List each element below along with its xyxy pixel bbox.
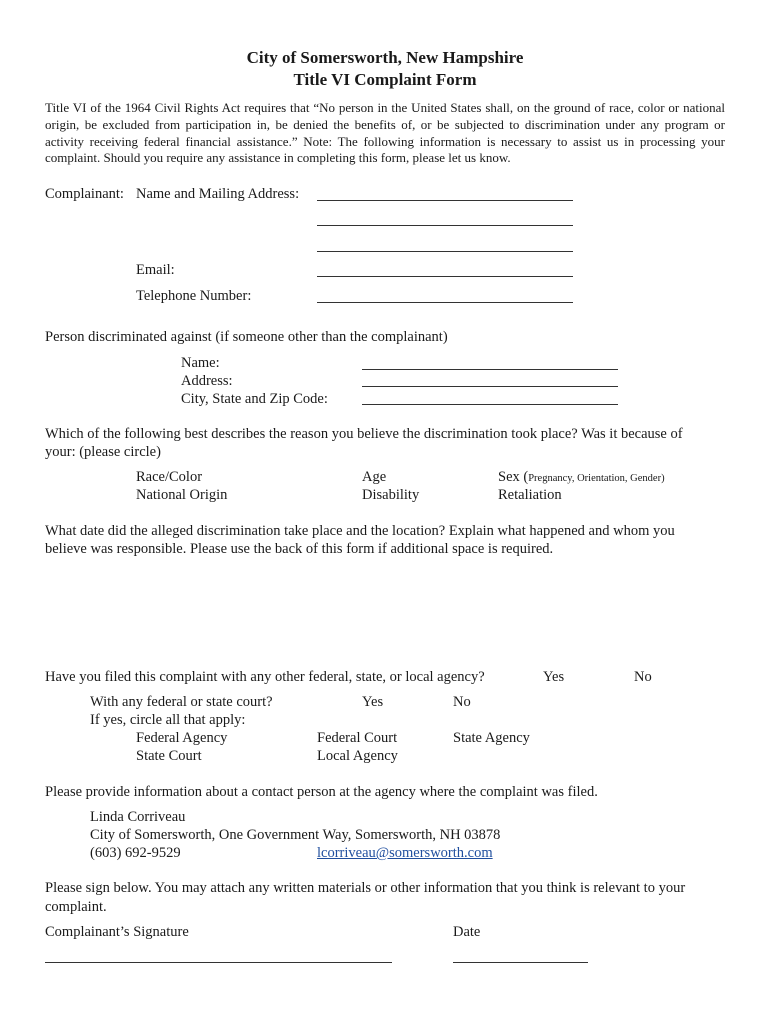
email-line[interactable]	[317, 276, 573, 277]
date-label: Date	[453, 924, 481, 940]
telephone-label: Telephone Number:	[136, 288, 252, 304]
circle-instruction: If yes, circle all that apply:	[90, 712, 246, 728]
contact-name: Linda Corriveau	[90, 809, 186, 825]
email-label: Email:	[136, 262, 175, 278]
form-title: City of Somersworth, New Hampshire	[246, 48, 524, 67]
contact-email-link[interactable]: lcorriveau@somersworth.com	[317, 845, 493, 861]
sign-prompt: Please sign below. You may attach any written materials or other information that you think is relevant to your	[45, 880, 686, 896]
contact-address: City of Somersworth, One Government Way, Somersworth, NH 03878	[90, 827, 501, 843]
name-address-line-3[interactable]	[317, 251, 573, 252]
person-heading: Person discriminated against (if someone other than the complainant)	[45, 329, 448, 345]
form-subtitle: Title VI Complaint Form	[293, 70, 477, 89]
name-address-line-1[interactable]	[317, 200, 573, 201]
court-no-option[interactable]: No	[453, 694, 471, 710]
complainant-label: Complainant:	[45, 186, 124, 202]
name-address-line-2[interactable]	[317, 225, 573, 226]
option-retaliation[interactable]: Retaliation	[498, 487, 562, 503]
person-name-line[interactable]	[362, 369, 618, 370]
signature-line[interactable]	[45, 962, 392, 963]
filed-yes-option[interactable]: Yes	[543, 669, 565, 685]
option-disability[interactable]: Disability	[362, 487, 420, 503]
intro-paragraph: Title VI of the 1964 Civil Rights Act requires that “No person in the United States shall, on the ground of race, color or national origin, be excluded from participation in, be denied the benefits of, or be subjected to discrimination under any program or activity receiving federal financial assistance.” Note: The following information is necessary to assist us in processing your complaint. Should you require any assistance in completing this form, please let us know.	[45, 100, 725, 166]
option-state-court[interactable]: State Court	[136, 748, 202, 764]
option-national-origin[interactable]: National Origin	[136, 487, 228, 503]
person-address-label: Address:	[181, 373, 233, 389]
filed-question: Have you filed this complaint with any other federal, state, or local agency?	[45, 669, 485, 685]
option-state-agency[interactable]: State Agency	[453, 730, 530, 746]
sign-prompt-2: complaint.	[45, 899, 107, 915]
reason-question: Which of the following best describes the reason you believe the discrimination took place? Was it because of	[45, 426, 683, 442]
option-sex[interactable]	[498, 469, 665, 486]
reason-question-2: your: (please circle)	[45, 444, 161, 460]
person-address-line[interactable]	[362, 386, 618, 387]
court-question: With any federal or state court?	[90, 694, 273, 710]
filed-no-option[interactable]: No	[634, 669, 652, 685]
explanation-area[interactable]	[45, 565, 725, 660]
court-yes-option[interactable]: Yes	[362, 694, 384, 710]
date-line[interactable]	[453, 962, 588, 963]
sex-note: Pregnancy, Orientation, Gender)	[528, 473, 665, 484]
signature-label: Complainant’s Signature	[45, 924, 189, 940]
date-question: What date did the alleged discrimination take place and the location? Explain what happened and whom you	[45, 523, 675, 539]
date-question-2: believe was responsible. Please use the back of this form if additional space is required.	[45, 541, 554, 557]
option-federal-court[interactable]: Federal Court	[317, 730, 398, 746]
option-local-agency[interactable]: Local Agency	[317, 748, 398, 764]
option-age[interactable]: Age	[362, 469, 387, 485]
contact-prompt: Please provide information about a contact person at the agency where the complaint was filed.	[45, 784, 598, 800]
telephone-line[interactable]	[317, 302, 573, 303]
person-name-label: Name:	[181, 355, 220, 371]
name-address-label: Name and Mailing Address:	[136, 186, 300, 202]
contact-phone: (603) 692-9529	[90, 845, 181, 861]
person-city-line[interactable]	[362, 404, 618, 405]
option-federal-agency[interactable]: Federal Agency	[136, 730, 228, 746]
sex-label: Sex (	[498, 469, 529, 485]
person-city-label: City, State and Zip Code:	[181, 391, 328, 407]
option-race-color[interactable]: Race/Color	[136, 469, 203, 485]
